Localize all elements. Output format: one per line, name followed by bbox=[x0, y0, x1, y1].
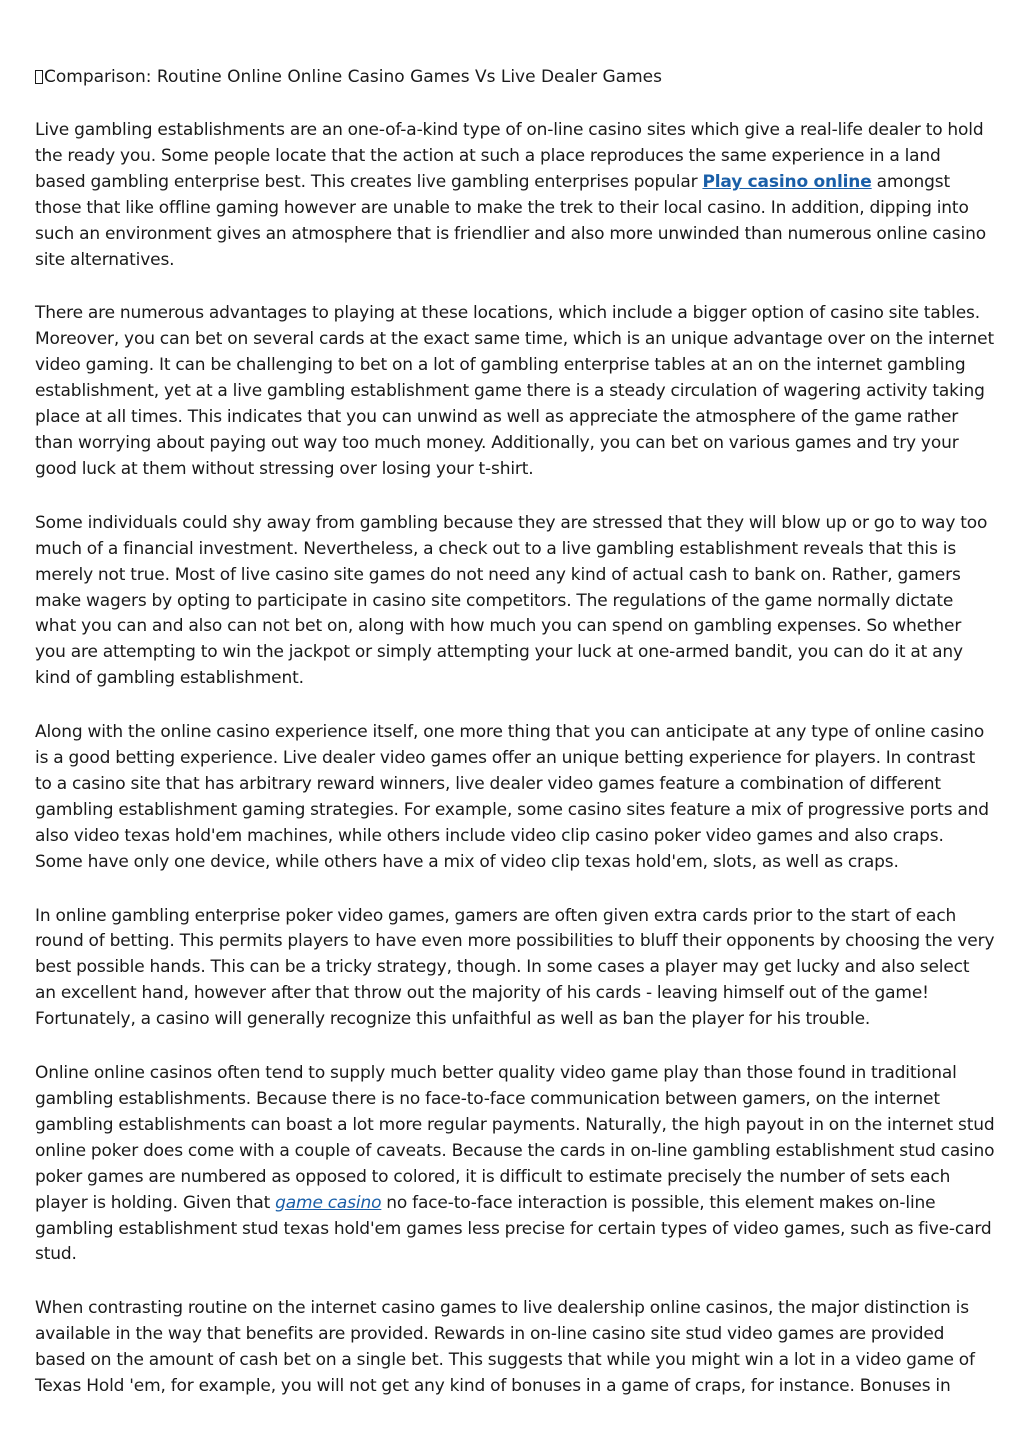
paragraph-5: In online gambling enterprise poker video games, gamers are often given extra cards prior to the start of each round of betting. This permits players to have even more possibilities to bluff their opponents by choosing the very best possible hands. This can be a tricky strategy, though. In some cases a player may get lucky and also select an excellent hand, however after that throw out the majority of his cards - leaving himself out of the game! Fortunately, a casino will generally recognize this unfaithful as well as ban the player for his trouble. bbox=[35, 905, 995, 1030]
paragraph-6 bbox=[35, 1061, 995, 1268]
paragraph-text: no face-to-face interaction is possible, this element makes on-line gambling establishment stud texas hold'em games less precise for certain types of video games, such as five-card stud. bbox=[35, 1192, 992, 1265]
paragraph-text: Online online casinos often tend to supply much better quality video game play than those found in traditional gambling establishments. Because there is no face-to-face communication between gamers, on the internet gambling establishments can boast a lot more regular payments. Naturally, the high payout in on the internet stud online poker does come with a couple of caveats. Because the cards in on-line gambling establishment stud casino poker games are numbered as opposed to colored, it is difficult to estimate precisely the number of sets each player is holding. Given that bbox=[35, 1063, 995, 1213]
paragraph-2: There are numerous advantages to playing at these locations, which include a bigger option of casino site tables. Moreover, you can bet on several cards at the exact same time, which is an unique advantage over on the internet video gaming. It can be challenging to bet on a lot of gambling enterprise tables at an on the internet gambling establishment, yet at a live gambling establishment game there is a steady circulation of wagering activity taking place at all times. This indicates that you can unwind as well as appreciate the atmosphere of the game rather than worrying about paying out way too much money. Additionally, you can bet on various games and try your good luck at them without stressing over losing your t-shirt. bbox=[35, 303, 994, 479]
document-title bbox=[35, 64, 995, 90]
paragraph-1 bbox=[35, 118, 995, 273]
game-casino-link[interactable]: game casino bbox=[275, 1192, 382, 1213]
paragraph-7: When contrasting routine on the internet casino games to live dealership online casinos, the major distinction is available in the way that benefits are provided. Rewards in on-line casino site stud video games are provided based on the amount of cash bet on a single bet. This suggests that while you might win a lot in a video game of Texas Hold 'em, for example, you will not get any kind of bonuses in a game of craps, for instance. Bonuses in bbox=[35, 1298, 975, 1397]
paragraph-text: amongst those that like offline gaming however are unable to make the trek to their local casino. In addition, dipping into such an environment gives an atmosphere that is friendlier and also more unwinded than numerous online casino site alternatives. bbox=[35, 171, 986, 270]
paragraph-text: Live gambling establishments are an one-of-a-kind type of on-line casino sites which give a real-life dealer to hold the ready you. Some people locate that the action at such a place reproduces the same experience in a land based gambling enterprise best. This creates live gambling enterprises popular bbox=[35, 120, 984, 192]
paragraph-4: Along with the online casino experience itself, one more thing that you can anticipate at any type of online casino is a good betting experience. Live dealer video games offer an unique betting experience for players. In contrast to a casino site that has arbitrary reward winners, live dealer video games feature a combination of different gambling establishment gaming strategies. For example, some casino sites feature a mix of progressive ports and also video texas hold'em machines, while others include video clip casino poker video games and also craps. Some have only one device, while others have a mix of video clip texas hold'em, slots, as well as craps. bbox=[35, 722, 989, 872]
document-page bbox=[35, 64, 995, 1428]
play-casino-online-link[interactable]: Play casino online bbox=[702, 171, 872, 192]
missing-glyph-icon bbox=[35, 70, 43, 84]
title-text: Comparison: Routine Online Online Casino Games Vs Live Dealer Games bbox=[44, 67, 662, 87]
paragraph-3: Some individuals could shy away from gambling because they are stressed that they will blow up or go to way too much of a financial investment. Nevertheless, a check out to a live gambling establishment reveals that this is merely not true. Most of live casino site games do not need any kind of actual cash to bank on. Rather, gamers make wagers by opting to participate in casino site competitors. The regulations of the game normally dictate what you can and also can not bet on, along with how much you can spend on gambling expenses. So whether you are attempting to win the jackpot or simply attempting your luck at one-armed bandit, you can do it at any kind of gambling establishment. bbox=[35, 512, 988, 689]
